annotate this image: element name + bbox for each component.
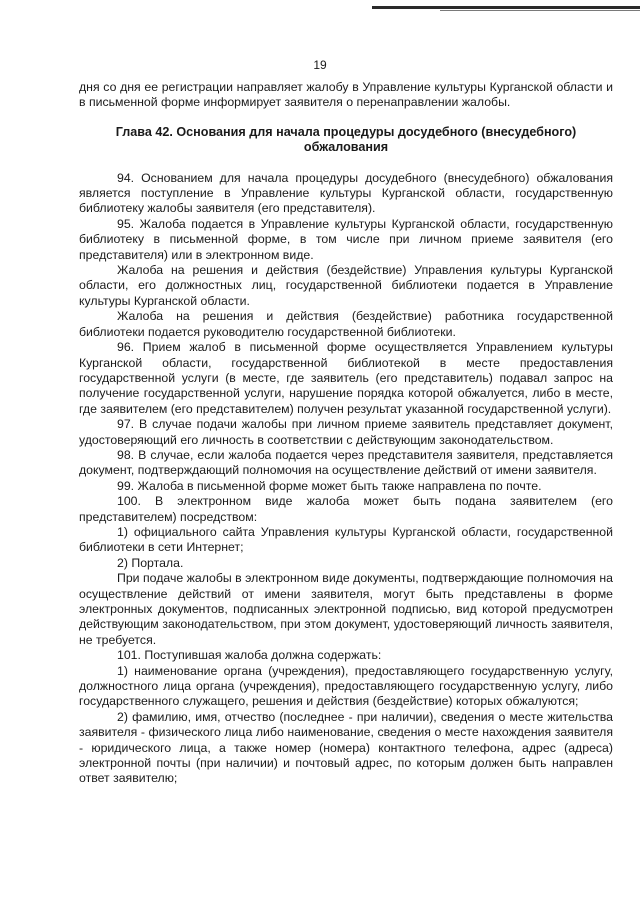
paragraph: 94. Основанием для начала процедуры досудебного (внесудебного) обжалования является поступление в Управление культуры Курганской области, государственную библиотеку жалобы заявителя (его представителя). xyxy=(79,170,613,216)
paragraph: При подаче жалобы в электронном виде документы, подтверждающие полномочия на осуществление действий от имени заявителя, могут быть представлены в форме электронных документов, подписанных электронной подписью, вид которой предусмотрен действующим законодательством, при этом документ, удостоверяющий личность заявителя, не требуется. xyxy=(79,571,613,647)
page-number: 19 xyxy=(313,58,327,72)
paragraph: 100. В электронном виде жалоба может быть подана заявителем (его представителем) посредством: xyxy=(79,494,613,524)
paragraph: 96. Прием жалоб в письменной форме осуществляется Управлением культуры Курганской области, государственной библиотекой в месте предоставления государственной услуги (в месте, где заявитель (его представитель) подавал запрос на получение государственной услуги, нарушение порядка которой обжалуется, либо в месте, где заявителем (его представителем) получен результат указанной государственной услуги). xyxy=(79,340,613,416)
scan-artifact-line xyxy=(372,6,640,9)
paragraph: Жалоба на решения и действия (бездействие) работника государственной библиотеки подается руководителю государственной библиотеки. xyxy=(79,309,613,339)
paragraph: 97. В случае подачи жалобы при личном приеме заявитель представляет документ, удостоверяющий его личность в соответствии с действующим законодательством. xyxy=(79,417,613,447)
paragraph: 101. Поступившая жалоба должна содержать: xyxy=(117,648,382,663)
paragraph: 95. Жалоба подается в Управление культуры Курганской области, государственную библиотеку в письменной форме, в том числе при личном приеме заявителя (его представителя) или в электронном виде. xyxy=(79,216,613,262)
paragraph: 98. В случае, если жалоба подается через представителя заявителя, представляется документ, подтверждающий полномочия на осуществление действий от имени заявителя. xyxy=(79,447,613,478)
paragraph: Жалоба на решения и действия (бездействие) Управления культуры Курганской области, его должностных лиц, государственной библиотеки подается в Управление культуры Курганской области. xyxy=(79,263,613,308)
chapter-heading: Глава 42. Основания для начала процедуры досудебного (внесудебного) обжалования xyxy=(115,124,577,155)
paragraph: 2) Портала. xyxy=(117,555,184,570)
paragraph: 2) фамилию, имя, отчество (последнее - при наличии), сведения о месте жительства заявителя - физического лица либо наименование, сведения о месте нахождения заявителя - юридического лица, а также номер (номера) контактного телефона, адрес (адреса) электронной почты (при наличии) и почтовый адрес, по которым должен быть направлен ответ заявителю; xyxy=(79,709,613,786)
paragraph: 1) официального сайта Управления культуры Курганской области, государственной библиотеки в сети Интернет; xyxy=(79,524,613,555)
paragraph: 1) наименование органа (учреждения), предоставляющего государственную услугу, должностного лица органа (учреждения), предоставляющего государственную услугу, либо государственного служащего, решения и действия (бездействие) которых обжалуются; xyxy=(79,663,613,709)
document-body xyxy=(79,80,613,787)
scan-artifact-line-thin xyxy=(440,10,640,11)
paragraph: 99. Жалоба в письменной форме может быть также направлена по почте. xyxy=(117,478,542,493)
paragraph: дня со дня ее регистрации направляет жалобу в Управление культуры Курганской области и в письменной форме информирует заявителя о перенаправлении жалобы. xyxy=(79,80,613,110)
